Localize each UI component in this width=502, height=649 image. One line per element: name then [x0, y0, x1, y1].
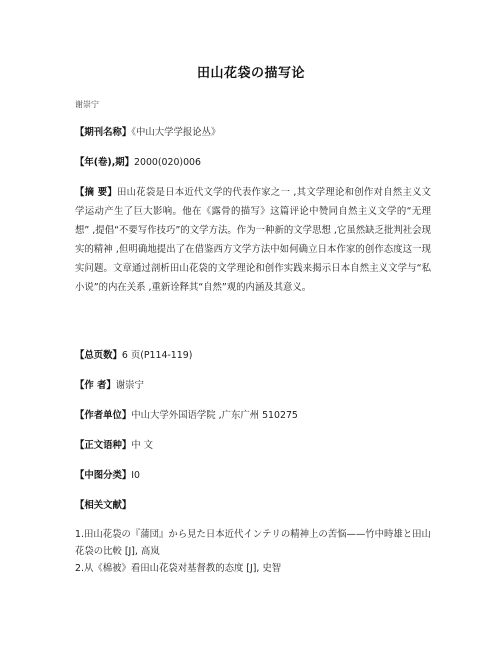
reference-list	[75, 526, 431, 577]
field-language-label: 【正文语种】	[75, 440, 132, 451]
document-title: 田山花袋の描写论	[196, 66, 305, 81]
field-language-value: 中 文	[131, 440, 153, 451]
field-journal-label: 【期刊名称】	[75, 127, 132, 138]
field-year-value: 2000(020)006	[134, 157, 201, 168]
field-language	[75, 436, 431, 455]
field-journal-value: 《中山大学学报论丛》	[131, 127, 221, 138]
field-affiliation-label: 【作者单位】	[75, 410, 132, 421]
field-year-label: 【年(卷),期】	[75, 157, 135, 168]
field-authors-label: 【作 者】	[75, 380, 116, 391]
field-journal	[75, 123, 431, 142]
field-related-label: 【相关文献】	[75, 500, 132, 511]
field-classification-label: 【中图分类】	[75, 470, 132, 481]
field-classification-value: I0	[131, 470, 140, 481]
field-authors	[75, 376, 431, 395]
field-abstract	[75, 183, 431, 297]
field-related	[75, 496, 431, 515]
field-classification	[75, 466, 431, 485]
reference-item[interactable]: 2.从《棉被》看田山花袋对基督教的态度 [J], 史智	[75, 563, 282, 574]
field-affiliation	[75, 406, 431, 425]
field-pages-value: 6 页(P114-119)	[121, 350, 193, 361]
field-pages	[75, 346, 431, 365]
field-year	[75, 153, 431, 172]
field-affiliation-value: 中山大学外国语学院 ,广东广州 510275	[131, 410, 298, 421]
field-abstract-value: 田山花袋是日本近代文学的代表作家之一 ,其文学理论和创作对自然主义文学运动产生了巨大影响。他在《露骨的描写》这篇评论中赞同自然主义文学的“无理想” ,提倡“不要写作技巧”的文学方法。作为一种新的文学思想 ,它虽然缺乏批判社会现实的精神 ,但明确地提出了在借鉴西方文学方法中如何确立日本作家的创作态度这一现实问题。文章通过剖析田山花袋的文学理论和创作实践来揭示日本自然主义文学与“私小说”的内在关系 ,重新诠释其“自然”观的内涵及其意义。	[75, 187, 431, 293]
reference-item[interactable]: 1.田山花袋の『蒲団』から見た日本近代インテリの精神上の苦悩——竹中時雄と田山花袋の比較 [J], 高岚	[75, 529, 431, 557]
field-abstract-label: 【摘 要】	[75, 187, 117, 198]
field-pages-label: 【总页数】	[75, 350, 122, 361]
field-authors-value: 谢崇宁	[115, 380, 144, 391]
author-line: 谢崇宁	[75, 100, 99, 109]
